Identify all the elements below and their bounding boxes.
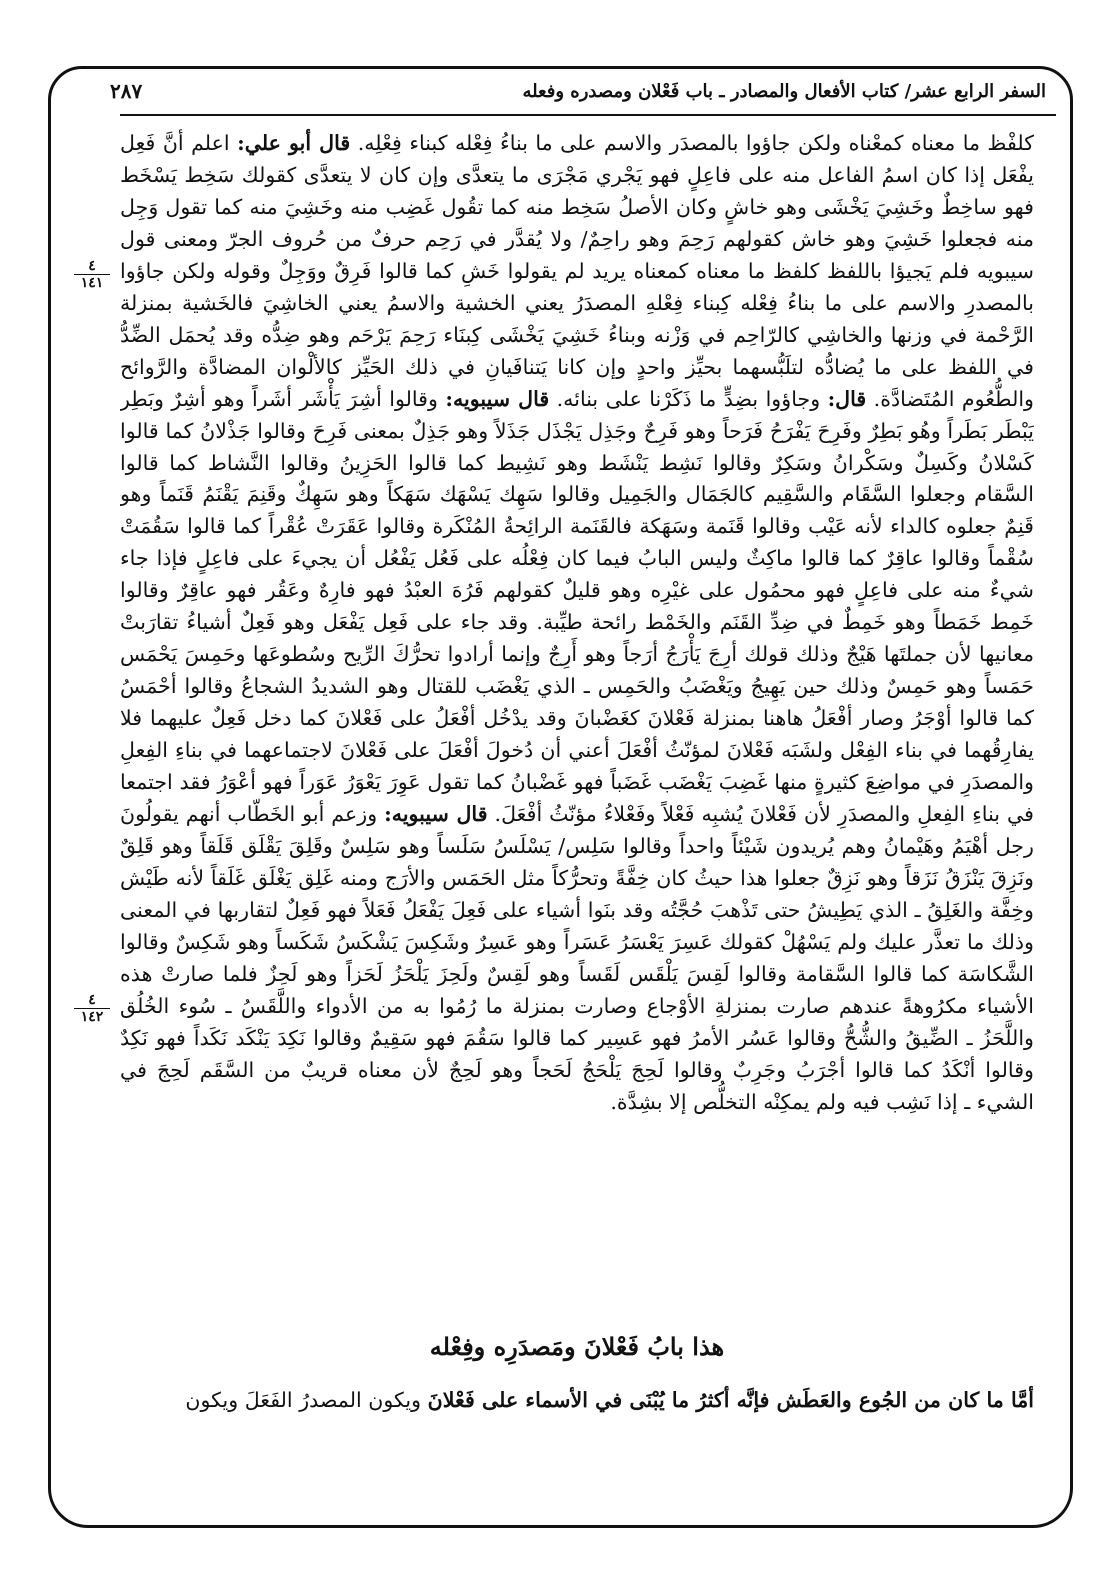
text-segment: وقالوا أشِرَ يَأْشَر أشَراً وهو أشِرٌ وبَطِر يَبْطَر بَطَراً وهُو بَطِرٌ وفَرِحَ يَفْرَحُ فَرَحاً وهو فَرِحٌ وجَذِل يَجْذَل جَذَلاً وهو جَذِلٌ بمعنى فَرِحَ وقالوا جَذْلانُ كما قالوا كَسْلانُ وكَسِلٌ وسَكْرانُ وسَكِرٌ وقالوا نَشِط يَنْشَط وهو نَشِيط كما قالوا الحَزِينُ وقالوا النَّشاط كما قالوا السَّقام وجعلوا السَّقَام والسَّقِيم كالجَمَال والجَمِيل وقالوا سَهِك يَسْهَك سَهَكاً وهو سَهِكٌ وقَنِمَ يَقْنَمُ قَنَماً وهو قَنِمٌ جعلوه كالداء لأنه عَيْب وقالوا قَنَمة وسَهَكة فالقَنَمة الرائِحةُ المُنْكَرة وقالوا عَقَرَتْ عُقْراً كما قالوا سَقُمَتْ سُقْماً وقالوا عاقِرٌ كما قالوا ماكِثٌ وليس البابُ فيما كان فِعْلُه على فَعُل يَفْعُل أن يجيءَ على فاعِلٍ فإذا جاء شيءٌ منه على فاعِلٍ فهو محمُول على غيْرِه وهو قليلٌ كقولهم فَرُهَ العبْدُ فهو فارِهٌ وعَقُر فهو عاقِرٌ وقالوا خَمِط خَمَطاً وهو خَمِطٌ في ضِدِّ القَنَم والخَمْط رائحة طيِّبة. وقد جاء على فَعِل يَفْعَل وهو فَعِلٌ أشياءُ تقارَبتْ معانيها لأن جملتَها هَيْجٌ وذلك قولك أرِجَ يَأْرَجُ أرَجاً وهو أَرِجٌ وإنما أرادوا تحرُّكَ الرِّيح وسُطوعَها وحَمِسَ يَحْمَس حَمَساً وهو حَمِسٌ وذلك حين يَهِيجُ ويَغْضَبُ والحَمِس ـ الذي يَغْضَب للقتال وهو الشديدُ الشجاعُ وقالوا أحْمَسُ كما قالوا أوْجَرُ وصار أفْعَلُ هاهنا بمنزلة فَعْلانَ كغَضْبانَ وقد يدْخُل أفْعَلُ على فَعْلانَ كما دخل فَعِلٌ عليهما فلا يفارِقُهما في بناء الفِعْل ولشَبَه فَعْلانَ لمؤنّثُ أفْعَلَ أعني أن دُخولَ أفْعَلَ على فَعْلانَ لاجتماعهما في بناءِ الفِعلِ والمصدَرِ في مواضِعَ كثيرةٍ منها غَضِبَ يَغْضَب غَضَباً فهو غَضْبانُ كما تقول عَوِرَ يَعْوَرُ عَوَراً فهو أعْوَرُ فقد اجتمعا في بناءِ الفِعلِ والمصدَرِ لأن فَعْلانَ يُشبِه فَعْلاً وفَعْلاءُ مؤنّثُ أفْعَلَ. — [120, 386, 1034, 827]
margin-reference — [74, 992, 110, 1025]
running-title: السفر الرابع عشر/ كتاب الأفعال والمصادر ـ باب فَعْلان ومصدره وفعله — [522, 80, 1046, 102]
section-lead: أمَّا ما كان من الجُوع والعَطَش فإنَّه أكثرُ ما يُبْنَى في الأسماء على فَعْلانَ — [427, 1388, 1034, 1412]
margin-reference-volume: ٤ — [74, 992, 110, 1009]
page-header — [110, 74, 1046, 108]
text-segment: وجاؤوا بضِدٍّ ما ذَكَرْنا على بنائه. — [556, 386, 821, 411]
speaker-label: قال سيبويه: — [445, 386, 550, 411]
margin-reference-volume: ٤ — [74, 258, 110, 275]
text-segment: اعلم أنَّ فَعِل يفْعَل إذا كان اسمُ الفاعل منه على فاعِلٍ فهو يَجْري مَجْرَى ما يتعدَّى وإن كان لا يتعدَّى كقولك سَخِط يَسْخَط فهو ساخِطٌ وخَشِيَ يَخْشَى وهو خاشٍ وكان الأصلُ سَخِط منه كما تقُول غَضِب منه وخَشِيَ منه كما تقول وَجِل منه فجعلوا خَشِيَ وهو خاش كقولهم رَحِمَ وهو راحِمٌ/ ولا يُقدَّر في رَحِم حرفٌ من حُروف الجرّ ومعنى قول سيبويه فلم يَجيؤا باللفظ كلفظ ما معناه كمعناه يريد لم يقولوا خَشِ كما قالوا فَرِقٌ ووَجِلٌ وقوله ولكن جاؤوا بالمصدرِ والاسم على ما بناءُ فِعْله كِبناء فِعْلهِ المصدَرُ يعني الخشية والاسمُ يعني الخاشِيَ فالخَشية بمنزلة الرَّحْمة في وزنها والخاشِي كالرّاحِم في وَزْنه وبناءُ خَشِيَ يَخْشَى كِبنَاء رَحِمَ يَرْحَم وهو ضِدُّه وقد يُحمَل الضِّدُّ في اللفظ على ما يُضادُّه لتلَبُّسهما بحيِّز واحدٍ وإن كانا يَتنافَيانِ في ذلك الحَيِّز كالألْوان المضادَّة والرَّوائح والطُّعُوم المُتَضادَّة. — [120, 131, 1034, 411]
section-first-line — [120, 1384, 1034, 1416]
text-segment: وزعم أبو الخَطّاب أنهم يقولُونَ رجل أهْيَمُ وهَيْمانُ وهم يُريدون شَيْئاً واحداً وقالوا سَلِس/ يَسْلَسُ سَلَساً وهو سَلِسٌ وقَلِقَ يَقْلَق قَلَقاً وهو قَلِقٌ ونَزِقَ يَنْزَقُ نَزَقاً وهو نَزِقٌ جعلوا هذا حيثُ كان خِفَّةً وتحرُّكاً مثل الحَمَس والأرَج ومنه غَلِق يَغْلَق غَلَقاً لأنه طَيْش وخِفَّة والغَلِقُ ـ الذي يَطِيشُ حتى تَذْهبَ حُجَّتُه وقد بنَوا أشياء على فَعِلَ يَفْعَلُ فَعَلاً فهو فَعِلٌ لتقاربها في المعنى وذلك ما تعذَّر عليك ولم يَسْهُلْ كقولك عَسِرَ يَعْسَرُ عَسَراً وهو عَسِرٌ وشَكِسَ يَشْكَسُ شَكَساً وهو شَكِسٌ وقالوا الشَّكاسَة كما قالوا السَّقامة وقالوا لَقِسَ يَلْقَس لَقَساً وهو لَقِسٌ ولَحِزَ يَلْحَزُ لَحَزاً وهو لَحِزٌ فلما صارتْ هذه الأشياء مكرُوهةً عندهم صارت بمنزلةِ الأوْجاع وصارت بمنزلة ما رُمُوا به من الأدواء واللَّقَسُ ـ سُوء الخُلُق واللَّحَزُ ـ الضِّيقُ والشُّحُّ وقالوا عَسُر الأمرُ فهو عَسِير كما قالوا سَقُمَ فهو سَقِيمٌ وقالوا نَكِدَ يَنْكَد نَكَداً فهو نَكِدٌ وقالوا أنْكَدُ كما قالوا أجْرَبُ وجَرِبٌ وقالوا لَحِجَ يَلْحَجُ لَحَجاً وهو لَحِجٌ لأن معناه قريبٌ من السَّقَم لَحِجَ في الشيء ـ إذا نَشِب فيه ولم يمكِنْه التخلُّص إلا بشِدَّة. — [120, 802, 1034, 1114]
margin-reference — [74, 258, 110, 291]
text-segment: كلفْظ ما معناه كمعْناه ولكن جاؤوا بالمصدَر والاسم على ما بناءُ فِعْله كبناء فِعْلِه. — [357, 131, 1034, 155]
header-rule — [120, 114, 1056, 116]
body-text — [120, 128, 1034, 1310]
margin-reference-page: ١٤١ — [80, 275, 104, 291]
section-title: هذا بابُ فَعْلانَ ومَصدَرِه وفِعْله — [429, 1332, 725, 1361]
speaker-label: قال: — [827, 386, 867, 411]
speaker-label: قال أبو علي: — [237, 131, 351, 155]
section-continuation: ويكون المصدرُ الفَعَلَ ويكون — [185, 1388, 422, 1412]
page-number: ٢٨٧ — [110, 79, 143, 103]
body-paragraph — [120, 128, 1034, 1119]
speaker-label: قال سيبويه: — [384, 802, 488, 827]
margin-reference-page: ١٤٢ — [80, 1009, 104, 1025]
